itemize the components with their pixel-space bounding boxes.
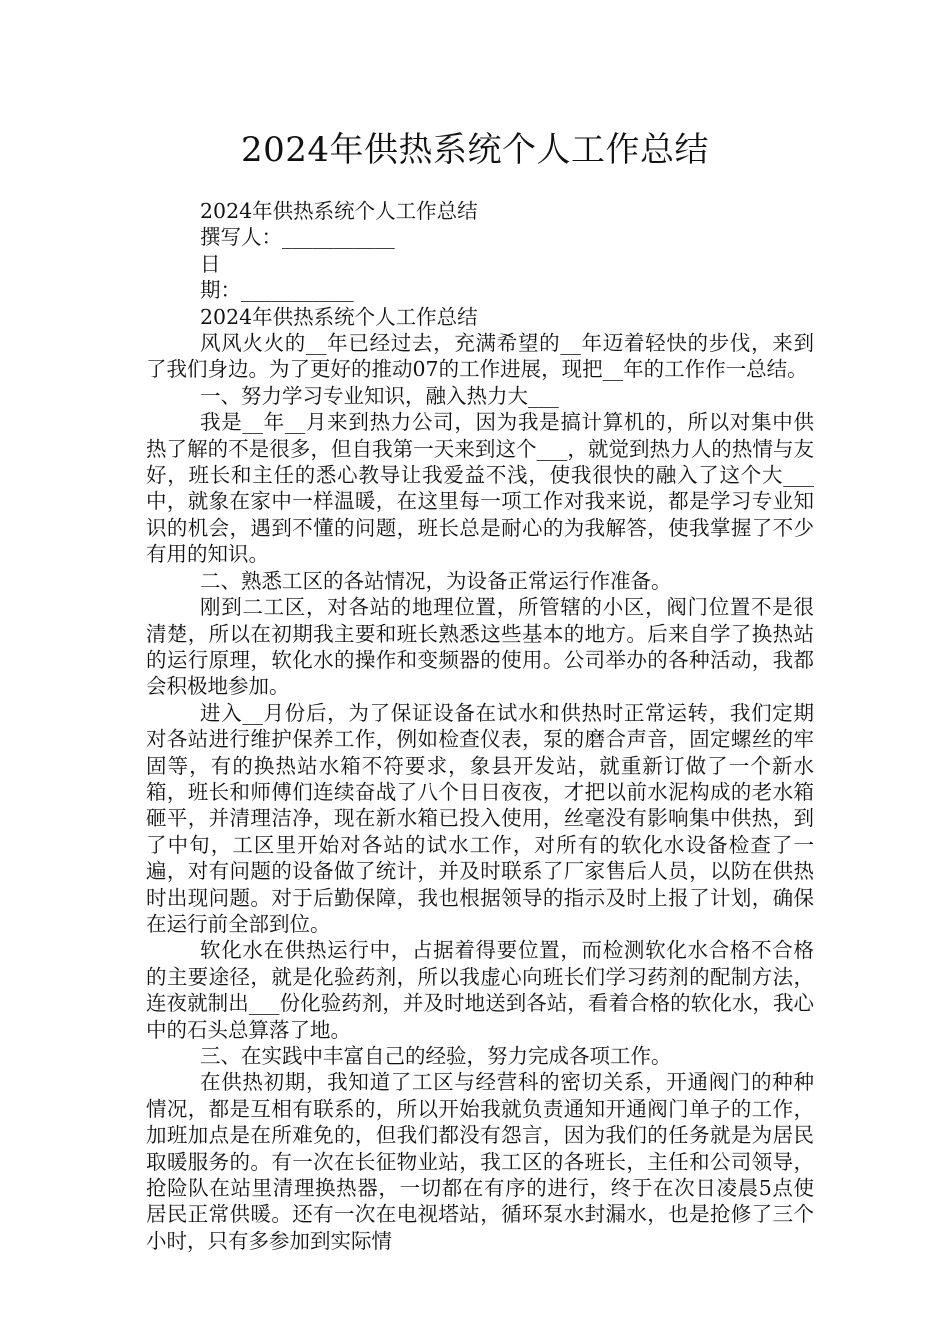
heading-repeat: 2024年供热系统个人工作总结 [200, 304, 478, 329]
document-body [146, 198, 814, 1254]
paragraph-5: 在供热初期，我知道了工区与经营科的密切关系，开通阀门的种种情况，都是互相有联系的，所以开始我就负责通知开通阀门单子的工作，加班加点是在所难免的，但我们都没有怨言，因为我们的任务就是为居民取暖服务的。有一次在长征物业站，我工区的各班长，主任和公司领导，抢险队在站里清理换热器，一切都在有序的进行，终于在次日凌晨5点使居民正常供暖。还有一次在电视塔站，循环泵水封漏水，也是抢修了三个小时，只有多参加到实际情 [146, 1070, 814, 1253]
author-line: 撰写人：___________ [200, 225, 395, 250]
paragraph-4: 软化水在供热运行中，占据着得要位置，而检测软化水合格不合格的主要途径，就是化验药剂，所以我虚心向班长们学习药剂的配制方法，连夜就制出___份化验药剂，并及时地送到各站，看着合格的软化水，我心中的石头总算落了地。 [146, 938, 814, 1042]
date-line-2: 期：___________ [200, 278, 354, 303]
paragraph-1: 我是__年__月来到热力公司，因为我是搞计算机的，所以对集中供热了解的不是很多，但自我第一天来到这个___，就觉到热力人的热情与友好，班长和主任的悉心教导让我爱益不浅，使我很快的融入了这个大___中，就象在家中一样温暖，在这里每一项工作对我来说，都是学习专业知识的机会，遇到不懂的问题，班长总是耐心的为我解答，使我掌握了不少有用的知识。 [146, 410, 814, 567]
subtitle: 2024年供热系统个人工作总结 [200, 199, 478, 223]
paragraph-intro: 风风火火的__年已经过去，充满希望的__年迈着轻快的步伐，来到了我们身边。为了更好的推动07的工作进展，现把__年的工作作一总结。 [146, 331, 814, 382]
paragraph-3: 进入__月份后，为了保证设备在试水和供热时正常运转，我们定期对各站进行维护保养工作，例如检查仪表，泵的磨合声音，固定螺丝的牢固等，有的换热站水箱不符要求，象县开发站，就重新订做了一个新水箱，班长和师傅们连续奋战了八个日日夜夜，才把以前水泥构成的老水箱砸平，并清理洁净，现在新水箱已投入使用，丝毫没有影响集中供热，到了中旬，工区里开始对各站的试水工作，对所有的软化水设备检查了一遍，对有问题的设备做了统计，并及时联系了厂家售后人员，以防在供热时出现问题。对于后勤保障，我也根据领导的指示及时上报了计划，确保在运行前全部到位。 [146, 700, 814, 936]
document-title: 2024年供热系统个人工作总结 [240, 130, 710, 170]
section-heading-1: 一、努力学习专业知识，融入热力大___ [200, 383, 559, 408]
section-heading-2: 二、熟悉工区的各站情况，为设备正常运行作准备。 [200, 568, 672, 593]
date-line-1: 日 [200, 251, 221, 276]
paragraph-2: 刚到二工区，对各站的地理位置，所管辖的小区，阀门位置不是很清楚，所以在初期我主要和班长熟悉这些基本的地方。后来自学了换热站的运行原理，软化水的操作和变频器的使用。公司举办的各种活动，我都会积极地参加。 [146, 595, 814, 699]
section-heading-3: 三、在实践中丰富自己的经验，努力完成各项工作。 [200, 1044, 672, 1068]
